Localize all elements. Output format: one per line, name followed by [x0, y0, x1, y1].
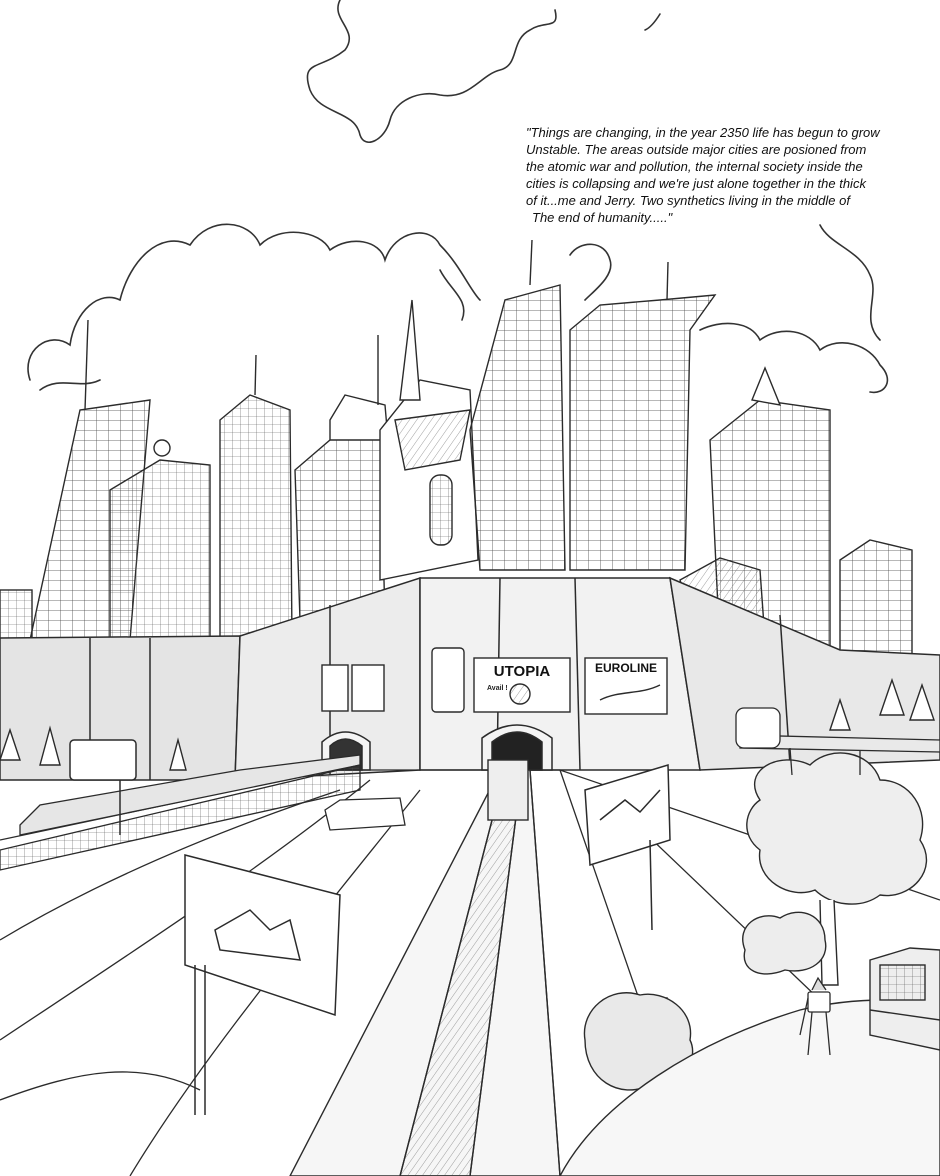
caption-line: of it...me and Jerry. Two synthetics living in the middle of: [526, 193, 850, 208]
caption-line: cities is collapsing and we're just alone together in the thick: [526, 176, 866, 191]
caption-line: the atomic war and pollution, the internal society inside the: [526, 159, 863, 174]
euroline-billboard-text: EUROLINE: [594, 661, 658, 675]
caption-line: The end of humanity.....": [532, 210, 673, 225]
narrative-caption: [526, 124, 926, 226]
utopia-billboard-subtext: Avail !: [487, 685, 508, 692]
caption-line: "Things are changing, in the year 2350 life has begun to grow: [526, 125, 880, 140]
bus-vehicle: [870, 948, 940, 1050]
caption-line: Unstable. The areas outside major cities are posioned from: [526, 142, 867, 157]
utopia-billboard-text: UTOPIA: [493, 663, 551, 680]
